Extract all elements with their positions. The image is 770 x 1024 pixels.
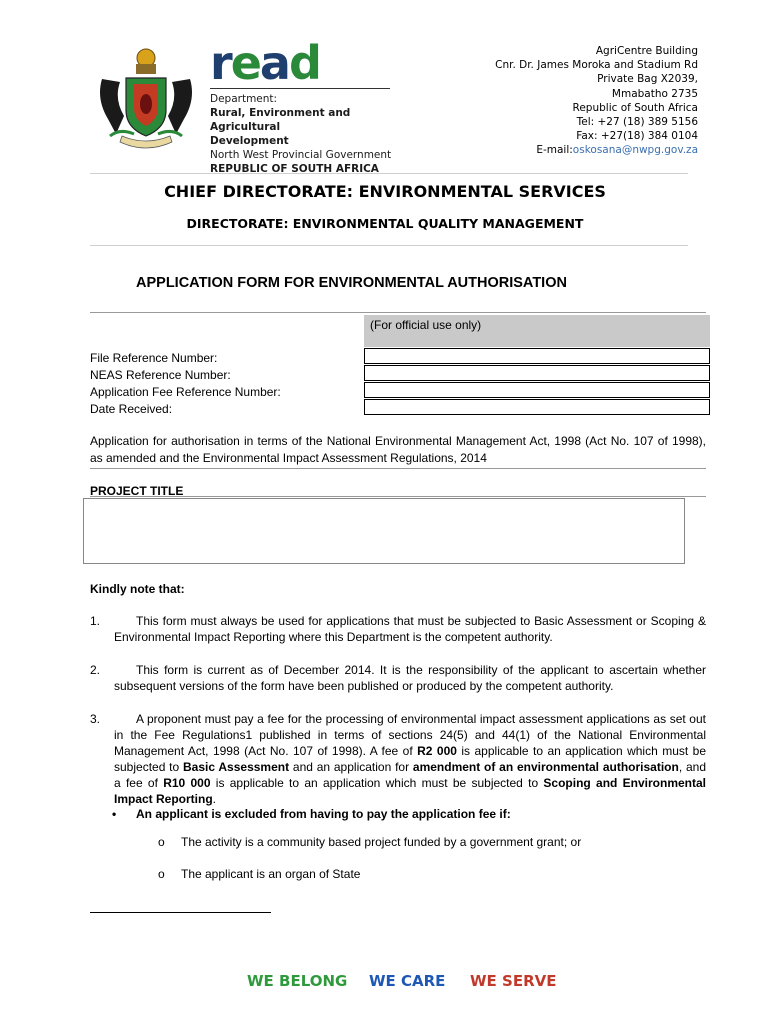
form-title: APPLICATION FORM FOR ENVIRONMENTAL AUTHORISATION [136,275,567,291]
department-name [210,92,410,176]
note-number: 2. [90,663,101,677]
file-reference-field[interactable] [364,348,710,364]
dept-line: Department: [210,93,278,105]
email-line [495,143,698,157]
address-line: Cnr. Dr. James Moroka and Stadium Rd [495,59,698,72]
address-line: Private Bag X2039, [597,73,698,86]
bullet-icon: • [112,807,117,821]
address-line: Tel: +27 (18) 389 5156 [576,116,698,129]
subitem-text: The activity is a community based project funded by a government grant; or [181,835,582,849]
directorate-title: DIRECTORATE: ENVIRONMENTAL QUALITY MANAGEMENT [186,216,584,231]
note-text: This form must always be used for applications that must be subjected to Basic Assessment or Scoping & Environmental Impact Reporting where this Department is the competent authority. [114,614,706,644]
fee-reference-label: Application Fee Reference Number: [90,385,281,399]
circle-bullet-icon: o [158,835,165,849]
address-line: Mmabatho 2735 [611,87,698,100]
coat-of-arms-icon [90,44,202,156]
dept-line: REPUBLIC OF SOUTH AFRICA [210,163,379,175]
dept-line: Development [210,135,289,147]
date-received-label: Date Received: [90,402,173,416]
intro-divider [90,468,706,469]
bullet-text: An applicant is excluded from having to pay the application fee if: [136,807,511,821]
dept-line: Rural, Environment and Agricultural [210,107,351,133]
reference-labels [90,350,281,418]
official-use-label: (For official use only) [370,318,482,332]
slogan-we-care: WE CARE [369,972,446,990]
logo-divider [210,88,390,89]
circle-bullet-icon: o [158,867,165,881]
subitem-text: The applicant is an organ of State [181,867,361,881]
title-divider [90,245,688,246]
email-label: E-mail: [536,144,573,157]
project-title-label: PROJECT TITLE [90,484,184,498]
slogan-we-serve: WE SERVE [470,972,557,990]
header-divider [90,173,688,174]
neas-reference-field[interactable] [364,365,710,381]
fee-reference-field[interactable] [364,382,710,398]
official-use-header [364,315,710,347]
notes-heading: Kindly note that: [90,582,185,596]
form-title-divider [90,312,706,313]
email-link[interactable]: oskosana@nwpg.gov.za [572,144,698,157]
neas-reference-label: NEAS Reference Number: [90,368,231,382]
slogan-we-belong: WE BELONG [247,972,348,990]
note-text: This form is current as of December 2014. It is the responsibility of the applicant to ascertain whether subsequent versions of the form have been published or produced by the competent authority. [114,663,706,693]
file-reference-label: File Reference Number: [90,351,218,365]
read-logo: read [210,36,320,90]
chief-directorate-title: CHIEF DIRECTORATE: ENVIRONMENTAL SERVICES [164,182,606,201]
address-line: AgriCentre Building [595,45,698,57]
project-title-field[interactable] [83,498,685,564]
address-line: Republic of South Africa [572,101,698,114]
footnote-divider [90,912,271,913]
contact-address [495,44,698,158]
date-received-field[interactable] [364,399,710,415]
note-text: A proponent must pay a fee for the processing of environmental impact assessment applications as set out in the Fee Regulations1 published in terms of sections 24(5) and 44(1) of the National Environmental Management Act, 1998 (Act No. 107 of 1998). A fee of R2 000 is applicable to an application which must be subjected to Basic Assessment and an application for amendment of an environmental authorisation, and a fee of R10 000 is applicable to an application which must be subjected to Scoping and Environmental Impact Reporting. [114,712,706,806]
note-item [90,662,706,694]
note-number: 1. [90,614,101,628]
dept-line: North West Provincial Government [210,149,392,161]
note-number: 3. [90,712,101,726]
intro-paragraph: Application for authorisation in terms of the National Environmental Management Act, 1998 (Act No. 107 of 1998), as amended and the Environmental Impact Assessment Regulations, 2014 [90,434,706,465]
project-divider [90,496,706,497]
note-item [90,613,706,645]
note-item [90,711,706,807]
address-line: Fax: +27(18) 384 0104 [576,130,698,143]
